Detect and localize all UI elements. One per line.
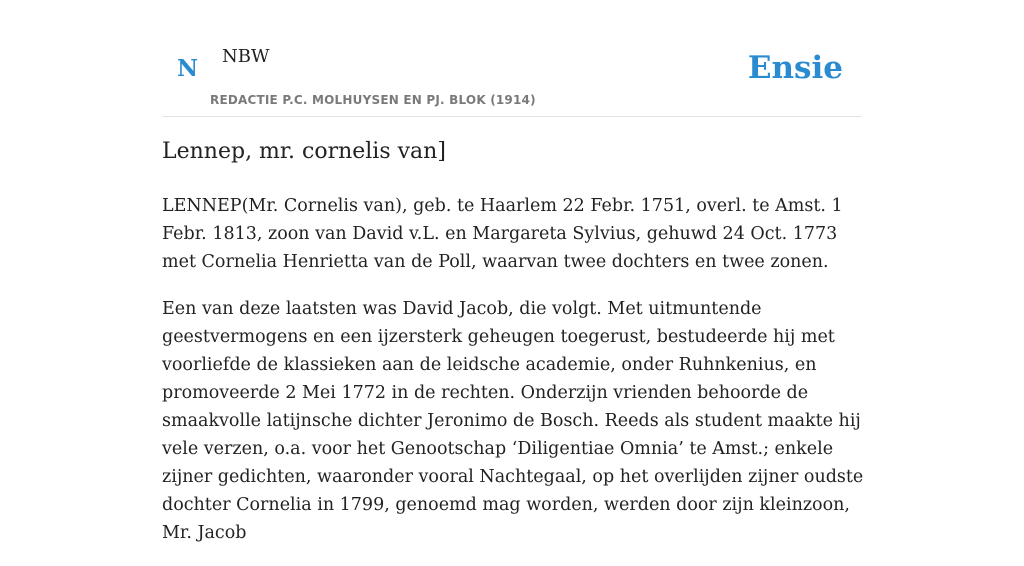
article-paragraph-1: LENNEP(Mr. Cornelis van), geb. te Haarlem 22 Febr. 1751, overl. te Amst. 1 Febr. 1813, zoon van David v.L. en Margareta Sylvius, gehuwd 24 Oct. 1773 met Cornelia Henrietta van de Poll, waarvan twee dochters en twee zonen. xyxy=(162,196,843,272)
ensie-logo[interactable]: Ensie xyxy=(747,50,843,86)
article-paragraph-2: Een van deze laatsten was David Jacob, die volgt. Met uitmuntende geestvermogens en een ijzersterk geheugen toegerust, bestudeerde hij met voorliefde de klassieken aan de leidsche academie, onder Ruhnkenius, en promoveerde 2 Mei 1772 in de rechten. Onderzijn vrienden behoorde de smaakvolle latijnsche dichter Jeronimo de Bosch. Reeds als student maakte hij vele verzen, o.a. voor het Genootschap ‘Diligentiae Omnia’ te Amst.; enkele zijner gedichten, waaronder vooral Nachtegaal, op het overlijden zijner oudste dochter Cornelia in 1799, genoemd mag worden, werden door zijn kleinzoon, Mr. Jacob xyxy=(162,299,864,543)
source-name-link[interactable]: NBW xyxy=(222,46,270,67)
source-logo-icon[interactable]: N xyxy=(177,55,199,82)
source-header xyxy=(162,0,862,117)
article-title: Lennep, mr. cornelis van] xyxy=(162,139,446,164)
article-body xyxy=(162,192,867,566)
source-editors: REDACTIE P.C. MOLHUYSEN EN PJ. BLOK (1914) xyxy=(210,93,536,107)
